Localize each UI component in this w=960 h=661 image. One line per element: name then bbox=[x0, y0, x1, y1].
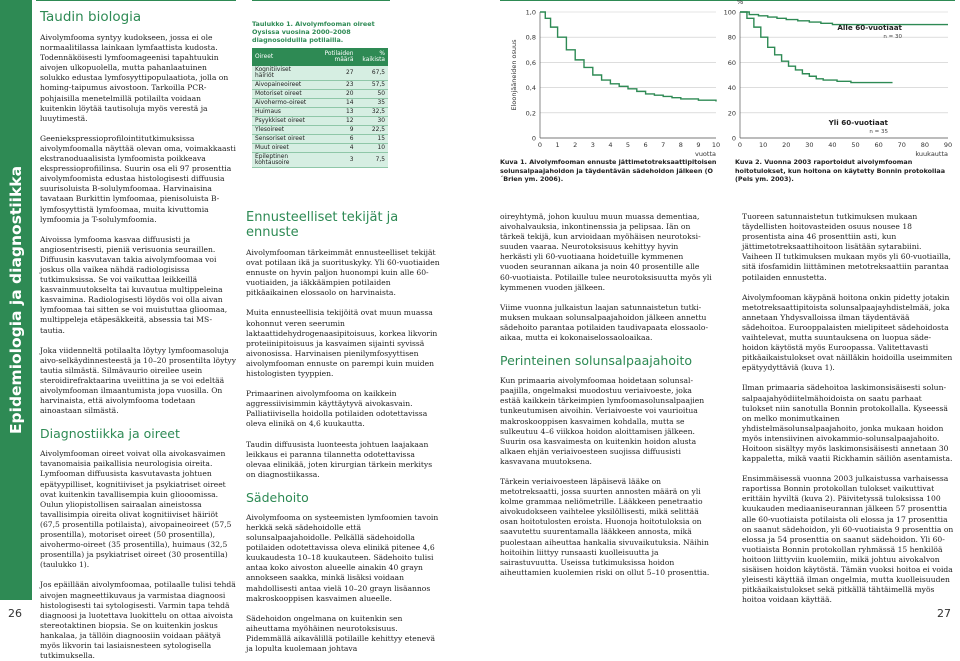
table-row bbox=[252, 99, 388, 108]
table-cell: Aivopaineoireet bbox=[252, 81, 313, 90]
y-tick-label: 0,6 bbox=[525, 58, 536, 67]
series-n-label: n = 35 bbox=[869, 129, 888, 135]
table-cell: 6 bbox=[313, 135, 356, 144]
paragraph: Aivolymfooma on systeemisten lymfoomien tavoin herkkä sekä sädehoidolle että solunsalpaajahoidolle. Pelkällä sädehoidolla potilaiden odotettavissa oleva elinikä pitenee 4,6 kuukaudesta 10–18 kuukauteen. Sädehoito tulisi antaa koko aivoston alueelle ainakin 40 grayn annokseen saakka, minkä lisäksi voidaan mahdollisesti antaa vielä 10–20 grayn lisäannos makroskooppisen kasvaimen alueelle. bbox=[246, 512, 439, 603]
x-tick-label: 20 bbox=[782, 141, 791, 149]
y-tick-label: 0,2 bbox=[525, 109, 536, 118]
figure-2-chart bbox=[723, 0, 958, 160]
table-cell: Motoriset oireet bbox=[252, 90, 313, 99]
x-axis-label: kuukautta bbox=[915, 150, 948, 158]
x-tick-label: 50 bbox=[851, 141, 860, 149]
paragraph: Muita ennusteellisia tekijöitä ovat muun muassa kohonnut veren seerumin laktaattidehydrogenaasipitoisuus, korkea likvorin proteiinipitoisuus ja kasvaimen sijainti syvissä aivonosissa. Harvinaisen pienilymfosyyttisen aivolymfooman ennuste on parempi kuin muiden histologisten tyyppien. bbox=[246, 308, 438, 379]
series-line bbox=[540, 12, 716, 101]
y-tick-label: 0,8 bbox=[525, 33, 536, 42]
x-tick-label: 70 bbox=[897, 141, 906, 149]
table-cell: 15 bbox=[356, 135, 388, 144]
y-axis-label: Eloonjääneiden osuus bbox=[510, 39, 518, 111]
table-cell: 32,5 bbox=[356, 108, 388, 117]
table-row bbox=[252, 108, 388, 117]
x-tick-label: 4 bbox=[608, 141, 613, 149]
x-tick-label: 30 bbox=[805, 141, 814, 149]
y-tick-label: 80 bbox=[727, 33, 736, 42]
figure-1-caption: Kuva 1. Aivolymfooman ennuste jättimetotreksaattipitoisen solunsalpaajahoidon ja täydentävän sädehoidon jälkeen (O´Brien ym. 2006). bbox=[500, 158, 717, 184]
x-tick-label: 1 bbox=[555, 141, 560, 149]
table-cell: 22,5 bbox=[356, 126, 388, 135]
x-tick-label: 3 bbox=[590, 141, 595, 149]
paragraph: Joka viidenneltä potilaalta löytyy lymfoomasoluja aivo-selkäydinnesteestä ja 10–20 prosentilta löytyy tautia silmästä. Silmävaurio oireilee usein steroidirefraktaarina uveiittina ja se voi edeltää aivolymfooman ilmaantumista jopa vuosilla. On harvinaista, että aivolymfooma todetaan ainoastaan silmästä. bbox=[40, 345, 237, 416]
table-cell: 30 bbox=[356, 117, 388, 126]
table-cell: 7,5 bbox=[356, 153, 388, 168]
table-cell: Aivohermo-oireet bbox=[252, 99, 313, 108]
paragraph: Tärkein veriaivoesteen läpäisevä lääke on metotreksaatti, jossa suurten annosten määrä on yli kolme grammaa neliömetrille. Lääkkeen penetraatio aivokudokseen vaihtelee yksilöllisesti, mikä selittää osan hoitotulosten eroista. Huonoja hoitotuloksia on saavutettu suurentamalla lääkkeen annosta, mikä puolestaan aiheuttaa hankalia sivuvaikutuksia. Näihin hoitoihin liittyy runsaasti kuolleisuutta ja sairastuvuutta. Useissa tutkimuksissa hoidon aiheuttamien kuolemien riski on ollut 5–10 prosenttia. bbox=[500, 476, 710, 577]
table-cell: Epileptinen kohtausoire bbox=[252, 153, 313, 168]
table-cell: Psyykkiset oireet bbox=[252, 117, 313, 126]
table-cell: 35 bbox=[356, 99, 388, 108]
sidebar-band bbox=[0, 0, 32, 600]
paragraph: Tuoreen satunnaistetun tutkimuksen mukaan täydellisten hoitovasteiden osuus nousee 18 prosentista aina 46 prosenttiin asti, kun jättimetotreksaattihoitoon lisätään sytarabiini. Vaiheen II tutkimuksen mukaan myös yli 60-vuotiailla, sitä ifosfamidin liittäminen metotreksaattiin parantaa potilaiden ennustetta. bbox=[742, 212, 951, 282]
y-tick-label: 20 bbox=[727, 109, 736, 118]
table-row bbox=[252, 144, 388, 153]
table-cell: Huimaus bbox=[252, 108, 313, 117]
x-tick-label: 9 bbox=[696, 141, 701, 149]
x-tick-label: 40 bbox=[828, 141, 837, 149]
paragraph: Sädehoidon ongelmana on kuitenkin sen aiheuttama myöhäinen neurotoksisuus. Pidemmällä aikavälillä potilaille kehittyy etenevä ja lopulta kuolemaan johtava bbox=[246, 613, 435, 653]
table-cell: 3 bbox=[313, 153, 356, 168]
paragraph: Aivolymfooman tärkeimmät ennusteelliset tekijät ovat potilaan ikä ja suorituskyky. Yli 60-vuotiaiden ennuste on hyvin paljon huonompi kuin alle 60-vuotiaiden, ja iäkkäämpien potilaiden pitkäaikainen elossaolo on harvinaista. bbox=[246, 248, 440, 298]
x-tick-label: 2 bbox=[573, 141, 578, 149]
y-tick-label: 1,0 bbox=[525, 8, 536, 17]
x-tick-label: 90 bbox=[943, 141, 953, 149]
symptoms-table bbox=[252, 48, 388, 168]
heading-perinteinen: Perinteinen solunsalpaajahoito bbox=[500, 353, 692, 369]
table-cell: 67,5 bbox=[356, 66, 388, 81]
paragraph: Geeniekspressioprofilointitutkimuksissa aivolymfoomalla näyttää olevan oma, voimakkaasti ekstranoduaalisista lymfoomista poikkeava ekspressioprofiilinsa. Suurin osa eli 97 prosenttia aivolymfoomista edustaa histologisesti diffuusia suurisoluista B-solulymfoomaa. Harvinaisina tavataan Burkittin lymfoomaa, pienisoluista B-lymfosyyttistä lymfoomaa, muita kivuttomia lymfoomia ja T-solulymfoomia. bbox=[40, 133, 236, 224]
paragraph: Viime vuonna julkaistun laajan satunnaistetun tutkimuksen mukaan solunsalpaajahoidon jälkeen annettu sädehoito parantaa potilaiden taudivapaata elossaoloaikaa, mutta ei kokonaiselossaoloaikaa. bbox=[500, 302, 709, 343]
table-row bbox=[252, 117, 388, 126]
table-cell: Kognitiiviset häiriöt bbox=[252, 66, 313, 81]
table-cell: 13 bbox=[313, 108, 356, 117]
x-tick-label: 7 bbox=[661, 141, 666, 149]
top-rule-left bbox=[36, 0, 236, 1]
series-label: Yli 60-vuotiaat bbox=[828, 118, 888, 127]
table-cell: Sensoriset oireet bbox=[252, 135, 313, 144]
y-tick-label: 0 bbox=[531, 134, 536, 143]
table-row bbox=[252, 153, 388, 168]
paragraph: Taudin diffuusista luonteesta johtuen laajakaan leikkaus ei paranna tilannetta odotettavissa olevaa elinikää, joten kirurgian tärkein merkitys on diagnostiikassa. bbox=[246, 439, 433, 479]
table-header-row bbox=[252, 48, 388, 66]
x-tick-label: 0 bbox=[737, 141, 743, 149]
table-row bbox=[252, 66, 388, 81]
paragraph: Ensimmäisessä vuonna 2003 julkaistussa varhaisessa raportissa Bonnin protokollan tulokset vaikuttivat erittäin hyviltä (kuva 2). Päivitetyssä tuloksissa 100 kuukauden mediaaniseurannan jälkeen 57 prosenttia alle 60-vuotiaista potilaista oli elossa ja 17 prosenttia on saanut sädehoidon, yli 60-vuotiaista 9 prosenttia on elossa ja 54 prosenttia on saanut sädehoidon. Yli 60-vuotiaista Bonnin protokollan ryhmässä 15 henkilöä hoitoon liittyviin kuolemiin, mikä johtuu aivokalvon sisäisen hoidon käytöstä. Tämän vuoksi hoitoa ei voida yleisesti käyttää ilman ongelmia, mutta kuolleisuuden pitkäaikaistulokset sekä pitkällä tähtäimellä myös hoitoa voidaan käyttää. bbox=[742, 474, 954, 605]
column-4 bbox=[742, 212, 954, 605]
y-tick-label: 100 bbox=[723, 8, 736, 17]
paragraph: Primaarinen aivolymfooma on kaikkein aggressiivisimmin käyttäytyvä aivokasvain. Palliatiivisella hoidolla potilaiden odotettavissa oleva elinikä on 4,6 kuukautta. bbox=[246, 389, 428, 429]
table-cell: Muut oireet bbox=[252, 144, 313, 153]
column-2 bbox=[246, 208, 442, 654]
figure-1-chart bbox=[498, 0, 723, 160]
table-cell: 57,5 bbox=[356, 81, 388, 90]
y-tick-label: 0 bbox=[731, 134, 736, 143]
figure-2-caption: Kuva 2. Vuonna 2003 raportoidut aivolymfooman hoitotulokset, kun hoitona on käytetty Bonnin protokollaa (Pels ym. 2003). bbox=[735, 158, 946, 184]
page-number-left: 26 bbox=[8, 607, 22, 620]
table-cell: 12 bbox=[313, 117, 356, 126]
table-cell: 27 bbox=[313, 66, 356, 81]
x-tick-label: 60 bbox=[874, 141, 883, 149]
heading-taudin-biologia: Taudin biologia bbox=[40, 9, 142, 25]
table-header: Oireet bbox=[252, 48, 313, 66]
x-tick-label: 8 bbox=[678, 141, 683, 149]
table-row bbox=[252, 135, 388, 144]
x-tick-label: 6 bbox=[643, 141, 648, 149]
table-cell: 50 bbox=[356, 90, 388, 99]
x-axis-label: vuotta bbox=[694, 150, 716, 158]
paragraph: Jos epäillään aivolymfoomaa, potilaalle tulisi tehdä aivojen magneettikuvaus ja varmistaa diagnoosi histologisesti tai sytologisesti. Varmin tapa tehdä diagnoosi ja luotettava luokittelu on ottaa aivoista stereotaktinen biopsia. Se on kuitenkin joskus hankalaa, ja tällöin diagnoosiin voidaan päätyä myös likvorin tai lasiaisnesteen sytologisella tutkimuksella. bbox=[40, 580, 236, 661]
x-tick-label: 10 bbox=[758, 141, 768, 149]
table-header: % kaikista bbox=[356, 48, 388, 66]
table-cell: 10 bbox=[356, 144, 388, 153]
paragraph: Ilman primaaria sädehoitoa laskimonsisäisesti solunsalpaajahyödiitelmähoidoista on saatu parhaat tulokset niin sanotulla Bonnin protokollalla. Kyseessä on melko monimutkainen yhdistelmäsolunsalpaajahoito, jonka mukaan hoidon myös intensiivinen aivokammio-solunsalpaajahoito. Hoitoon sisältyy myös laskimonsisäisesti annetaan 30 kappaletta, mikä vaatii Rickhamin säiliön asentamista. bbox=[742, 383, 953, 464]
table-cell: 9 bbox=[313, 126, 356, 135]
x-tick-label: 10 bbox=[711, 141, 721, 149]
column-1 bbox=[40, 8, 236, 661]
table-header: Potilaiden määrä bbox=[313, 48, 356, 66]
paragraph: Kun primaaria aivolymfoomaa hoidetaan solunsalpaajilla, ongelmaksi muodostuu veriaivoeste, joka estää kaikkein tärkeimpien lymfoomasolunsalpaajien tunkeutumisen aivoihin. Veriaivoeste voi vaurioitua makroskooppisen kasvaimen kohdalla, mutta se sulkeutuu 4–6 viikkoa hoidon aloittamisen jälkeen. Suurin osa kasvaimesta on kuitenkin hoidon alusta alkaen ehjän veriaivoesteen suojissa diffuusisti kasvavana muutoksena. bbox=[500, 376, 705, 466]
heading-diagnostiikka: Diagnostiikka ja oireet bbox=[40, 426, 180, 442]
y-axis-label: % bbox=[736, 0, 744, 6]
table-cell: 23 bbox=[313, 81, 356, 90]
paragraph: oireyhtymä, johon kuuluu muun muassa dementiaa, aivohalvauksia, inkontinenssia ja pelipsaa. Iän on tärkeä tekijä, kun arvioidaan myöhäisen neurotoksisuuden vaaraa. Neurotoksisuus kehittyy hyvin herkästi yli 60-vuotiaana hoidetuille kymmenen vuoden seurannan aikana ja noin 40 prosentille alle 60-vuotiaista. Potilaille tulee neurotoksisuutta myös yli kymmenen vuoden jälkeen. bbox=[500, 212, 712, 292]
page-number-right: 27 bbox=[937, 607, 951, 620]
table-cell: 20 bbox=[313, 90, 356, 99]
table-row bbox=[252, 126, 388, 135]
table-row bbox=[252, 81, 388, 90]
series-n-label: n = 30 bbox=[883, 34, 902, 40]
paragraph: Aivoissa lymfooma kasvaa diffuusisti ja angiosentrisesti, pieniä verisuonia seuraillen. Diffuusin kasvutavan takia aivolymfoomaa voi joskus olla vaikea nähdä radiologisissa tutkimuksissa. Se voi vaikuttaa leikkeillä kasvainmuutokselta tai kuvautua multippeleina kasvaimina. Radiologisesti löydös voi olla aivan lymfoomaa tai sitten se voi muistuttaa glioomaa, multippeleja etäpesäkkeitä, absessia tai MS-tautia. bbox=[40, 234, 228, 335]
table-1 bbox=[252, 20, 388, 168]
heading-ennuste: Ennusteelliset tekijät ja ennuste bbox=[246, 210, 399, 240]
y-tick-label: 40 bbox=[727, 84, 736, 93]
series-label: Alle 60-vuotiaat bbox=[837, 23, 902, 32]
table-cell: 4 bbox=[313, 144, 356, 153]
top-rule-table bbox=[252, 0, 390, 1]
paragraph: Aivolymfooman oireet voivat olla aivokasvaimen tavanomaisia paikallisia neurologisia oireita. Lymfooman diffuusista kasvutavasta johtuen epätyypilliset, kognitiiviset ja psykiatriset oireet ovat kuitenkin tavallisempia kuin gliooomissa. Oulun yliopistollisen sairaalan aineistossa tavallisimpia oireita olivat kognitiiviset häiriöt (67,5 prosentilla potilaista), aivopaineoireet (57,5 prosentilla), motoriset oireet (50 prosentilla), aivohermo-oireet (35 prosentilla), huimaus (32,5 prosentilla) ja psykiatriset oireet (30 prosentilla) (taulukko 1). bbox=[40, 449, 232, 570]
paragraph: Aivolymfooman käypänä hoitona onkin pidetty jotakin metotreksaattipitoista solunsalpaajayhdistelmää, joka annetaan Yhdysvalloissa ilman täydentävää sädehoitoa. Eurooppalaisten mielipiteet sädehoidosta vaihtelevat, mutta suuntauksena on luopua sädehoidon käytöstä myös Euroopassa. Valitettavasti pitkäaikaistulokset ovat näilläkin hoidoilla useimmiten epätyydyttäviä (kuva 1). bbox=[742, 292, 953, 373]
y-tick-label: 60 bbox=[727, 58, 736, 67]
sidebar-label: Epidemiologia ja diagnostiikka bbox=[7, 165, 25, 435]
heading-sadehoito: Sädehoito bbox=[246, 489, 309, 505]
table-row bbox=[252, 90, 388, 99]
x-tick-label: 5 bbox=[625, 141, 631, 149]
y-tick-label: 0,4 bbox=[525, 84, 536, 93]
table-cell: Ylesoireet bbox=[252, 126, 313, 135]
paragraph: Aivolymfooma syntyy kudokseen, jossa ei ole normaalitilassa lainkaan lymfaattista kudosta. Todennäköisesti lymfoomageenisi tapahtuukin aivojen ulkopuolella, mutta pahanlaatuinen solukko edustaa lymfosyyttipopulaatiota, jolla on homing-taipumus aivostoon. Tarkoilla PCR-pohjaisilla menetelmillä potilailta voidaan kuitenkin löytää tautisoluja myös verestä ja luuytimestä. bbox=[40, 33, 229, 123]
table-cell: 14 bbox=[313, 99, 356, 108]
x-tick-label: 0 bbox=[537, 141, 543, 149]
column-3 bbox=[500, 212, 712, 578]
table-caption: Taulukko 1. Aivolymfooman oireet Oysissa vuosina 2000–2008 diagnosoiduilla potilailla. bbox=[252, 20, 375, 44]
x-tick-label: 80 bbox=[920, 141, 930, 149]
